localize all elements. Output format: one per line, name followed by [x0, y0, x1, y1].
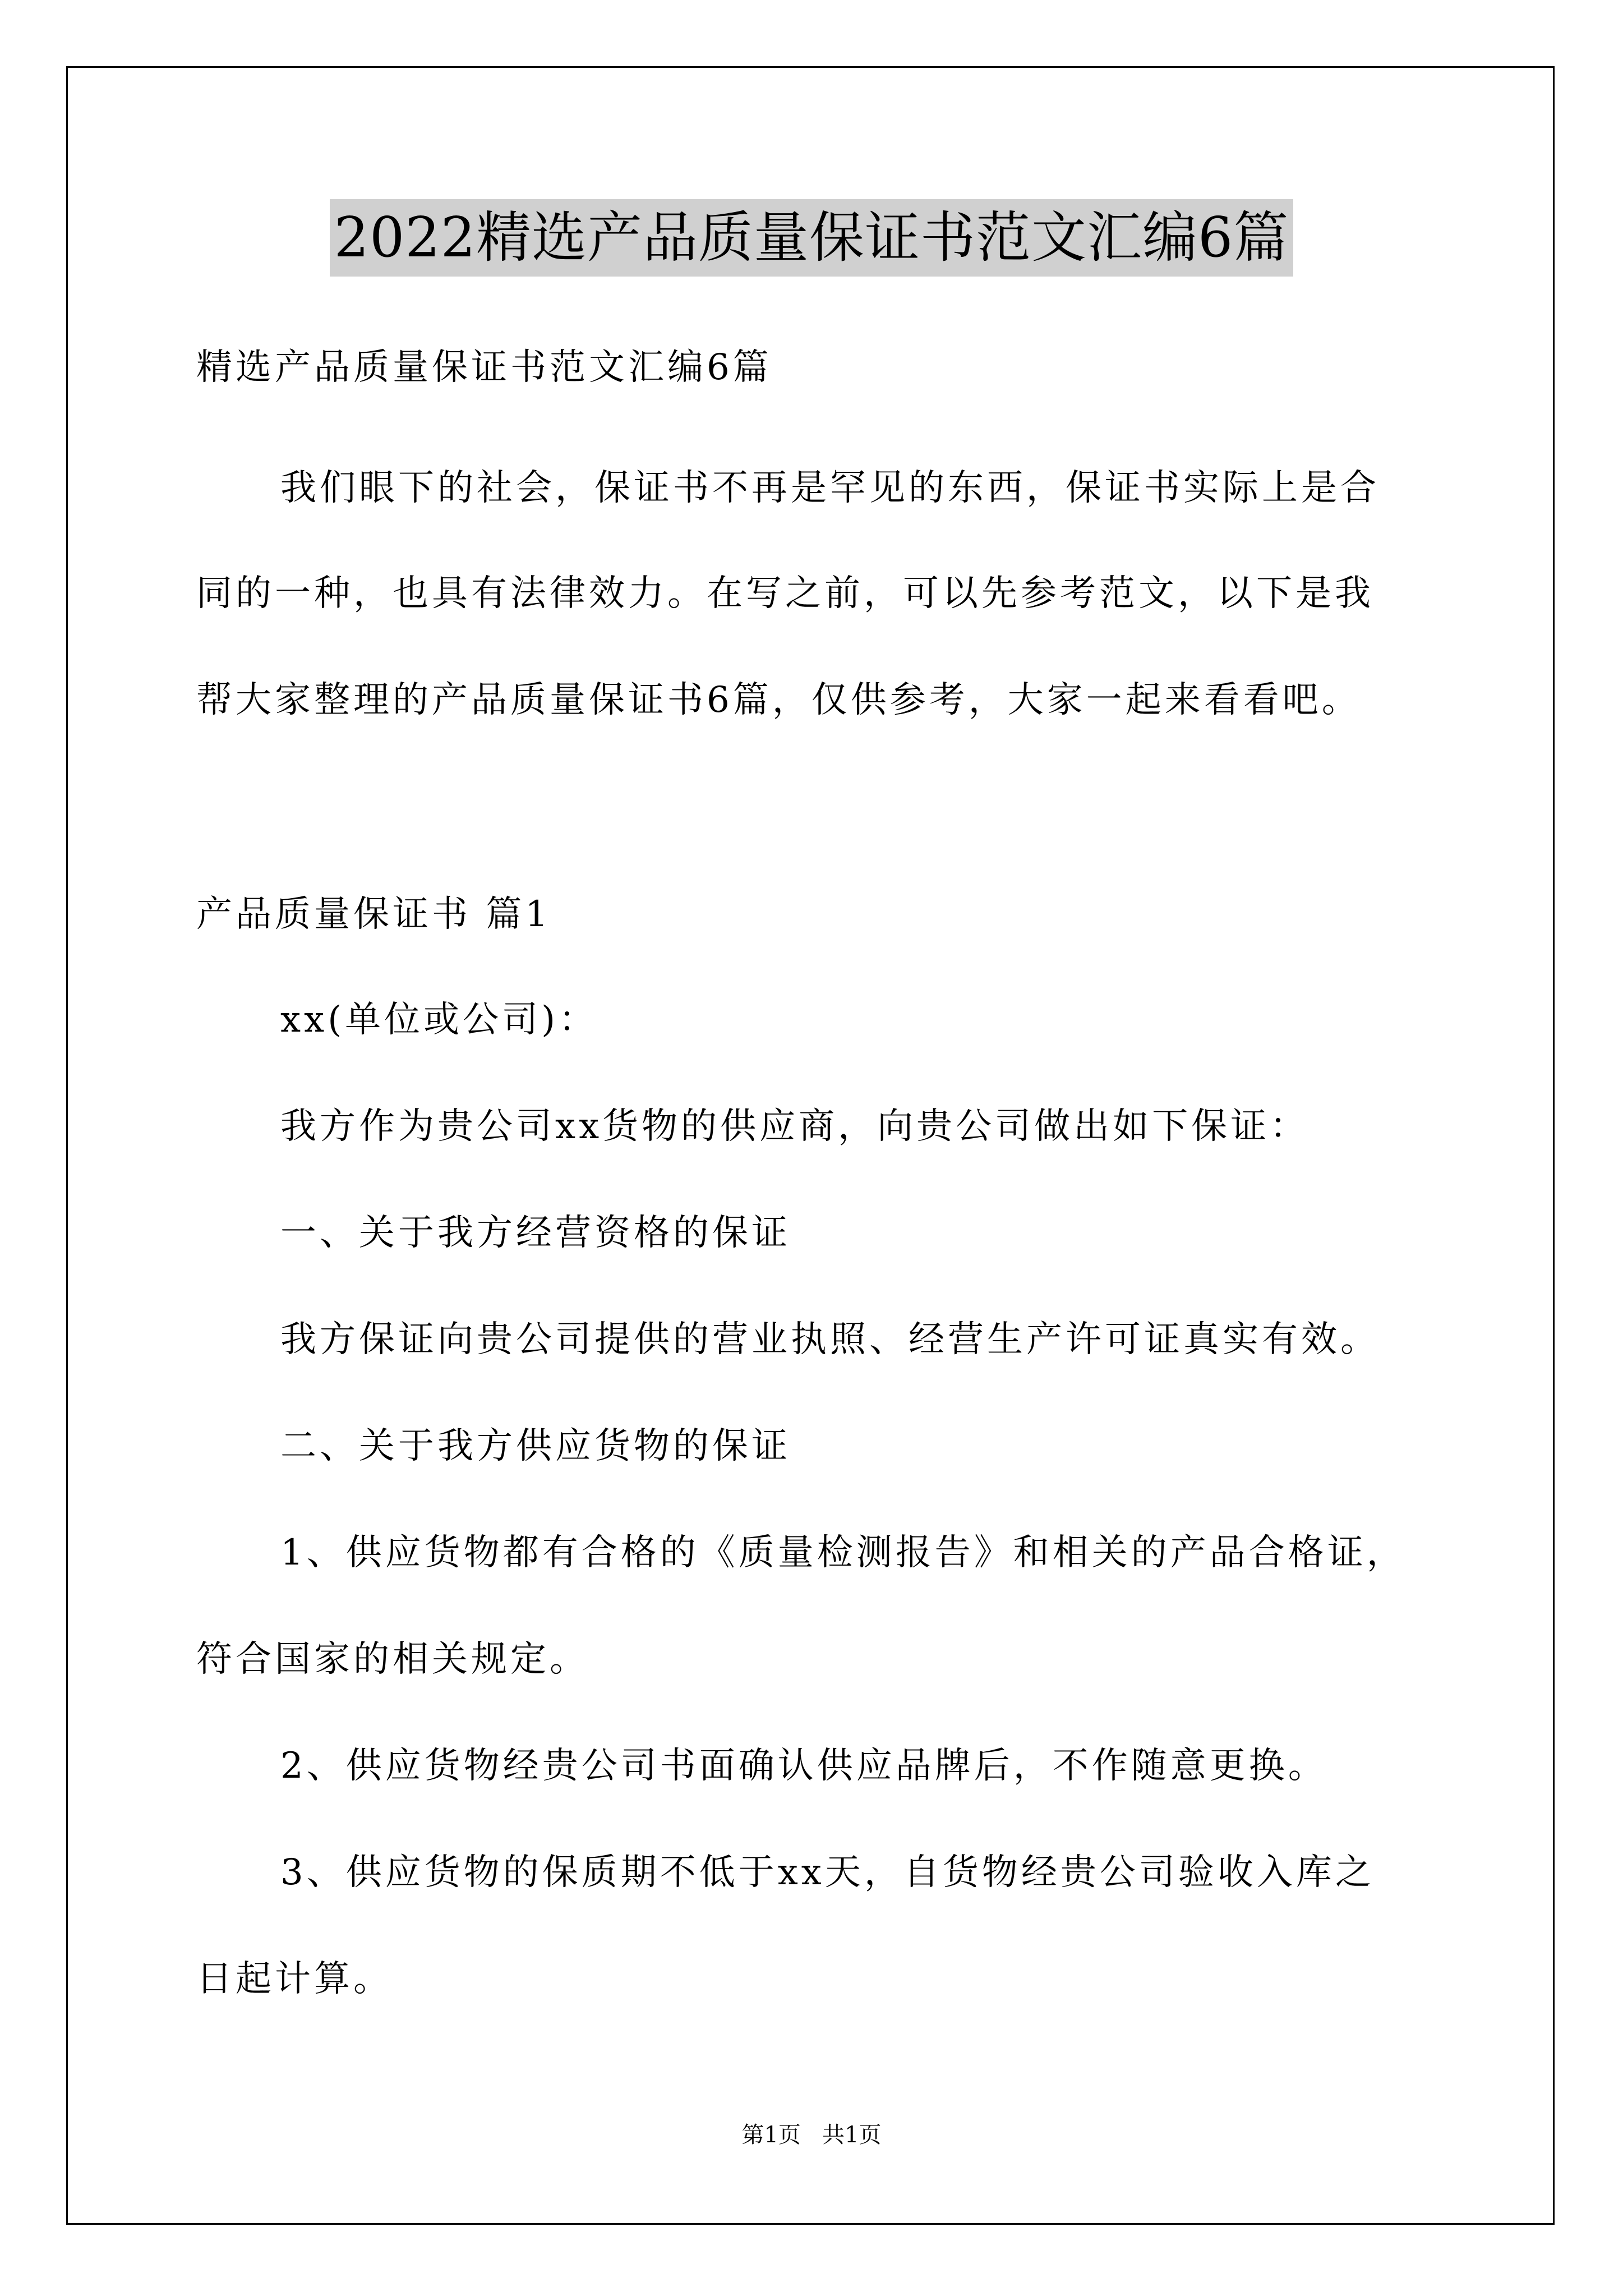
subtitle-line: 精选产品质量保证书范文汇编6篇	[196, 347, 772, 388]
body-line-1: 我方作为贵公司xx货物的供应商，向贵公司做出如下保证：	[280, 1106, 1310, 1147]
addressee-line: xx(单位或公司)：	[280, 999, 598, 1041]
document-title: 2022精选产品质量保证书范文汇编6篇	[330, 199, 1294, 277]
intro-line-2: 同的一种，也具有法律效力。在写之前，可以先参考范文，以下是我	[196, 573, 1374, 614]
body-line-8: 3、供应货物的保质期不低于xx天，自货物经贵公司验收入库之	[280, 1852, 1375, 1893]
body-line-5: 1、供应货物都有合格的《质量检测报告》和相关的产品合格证，	[280, 1532, 1406, 1573]
body-line-4: 二、关于我方供应货物的保证	[280, 1425, 791, 1467]
title-container	[0, 199, 1623, 277]
body-line-6: 符合国家的相关规定。	[196, 1639, 589, 1680]
intro-line-3: 帮大家整理的产品质量保证书6篇，仅供参考，大家一起来看看吧。	[196, 679, 1361, 721]
body-line-2: 一、关于我方经营资格的保证	[280, 1212, 791, 1254]
intro-line-1: 我们眼下的社会，保证书不再是罕见的东西，保证书实际上是合	[280, 467, 1380, 509]
body-line-9: 日起计算。	[196, 1958, 393, 2000]
page-footer: 第1页 共1页	[741, 2122, 882, 2148]
body-line-3: 我方保证向贵公司提供的营业执照、经营生产许可证真实有效。	[280, 1319, 1380, 1360]
section-heading: 产品质量保证书 篇1	[196, 894, 552, 935]
body-line-7: 2、供应货物经贵公司书面确认供应品牌后，不作随意更换。	[280, 1745, 1327, 1787]
